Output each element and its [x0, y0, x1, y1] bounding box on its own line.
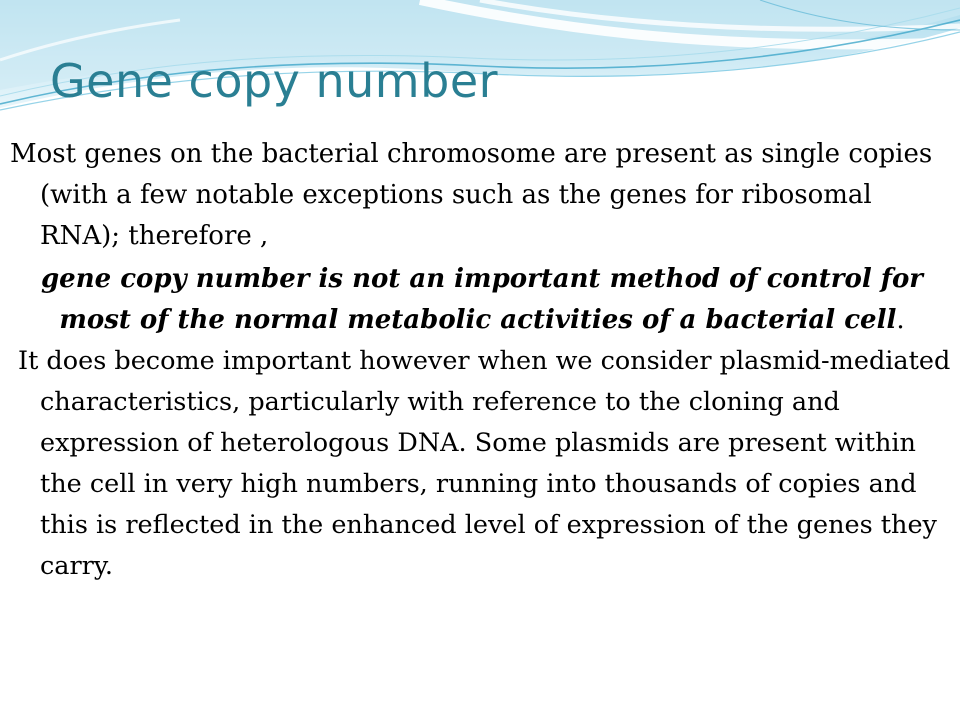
emphasis-statement [10, 259, 954, 341]
slide-body [10, 134, 954, 587]
detail-paragraph: It does become important however when we consider plasmid-mediated characteristics, particularly with reference to the cloning and expression of heterologous DNA. Some plasmids are present within the cell in very high numbers, running into thousands of copies and this is reflected in the enhanced level of expression of the genes they carry. [18, 346, 951, 581]
emphasis-period: . [896, 305, 905, 335]
intro-paragraph: Most genes on the bacterial chromosome are present as single copies (with a few notable exceptions such as the genes for ribosomal RNA); therefore , [10, 139, 933, 251]
emphasis-text: gene copy number is not an important method of control for most of the normal metabolic activities of a bacterial cell [40, 264, 924, 335]
slide-title: Gene copy number [50, 54, 499, 108]
